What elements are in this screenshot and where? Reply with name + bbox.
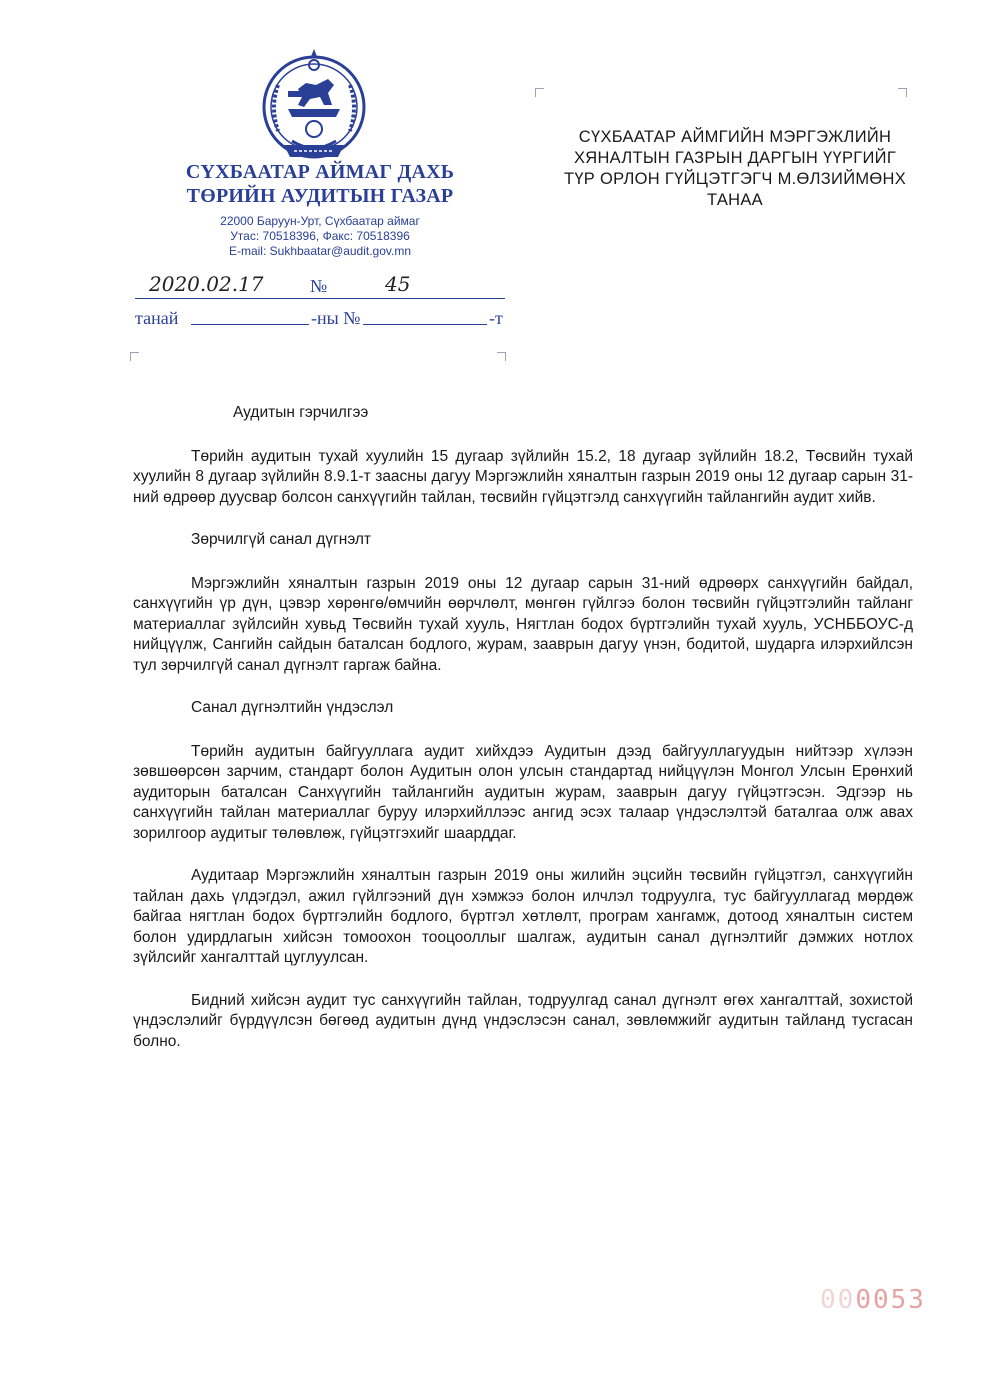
addressee-line: ХЯНАЛТЫН ГАЗРЫН ДАРГЫН ҮҮРГИЙГ [573, 149, 897, 167]
reply-number-blank [363, 306, 487, 325]
basis-paragraph-3: Бидний хийсэн аудит тус санхүүгийн тайлан, тодруулгад санал дүгнэлт өгөх хангалттай, зохистой үндэслэлийг бүрдүүлсэн бөгөөд аудитын дүнд үндэслэсэн санал, зөвлөмжийг аудитын тайланд тусгасан болно. [133, 991, 913, 1050]
state-emblem-icon [258, 45, 370, 163]
organization-name-line1: СҮХБААТАР АЙМАГ ДАХЬ [185, 161, 455, 183]
corner-mark [898, 88, 907, 97]
page-number-stamp [820, 1285, 926, 1315]
addressee-line: ТАНАА [707, 191, 763, 209]
page-number-stamp-digits: 0053 [855, 1285, 926, 1315]
organization-contact [170, 214, 470, 259]
reply-prefix: танай [135, 308, 179, 328]
organization-name-line2: ТӨРИЙН АУДИТЫН ГАЗАР [186, 185, 454, 207]
reference-number-label: № [310, 276, 328, 296]
reply-date-blank [191, 306, 309, 325]
organization-name [170, 160, 470, 208]
addressee-line: ТҮР ОРЛОН ГҮЙЦЭТГЭГЧ М.ӨЛЗИЙМӨНХ [563, 170, 907, 188]
basis-heading: Санал дүгнэлтийн үндэслэл [191, 699, 394, 716]
organization-address: 22000 Баруун-Урт, Сүхбаатар аймаг [220, 214, 420, 228]
addressee-block [540, 127, 930, 211]
basis-paragraph-2: Аудитаар Мэргэжлийн хяналтын газрын 2019 оны жилийн эцсийн төсвийн гүйцэтгэл, санхүүгийн тайлан дахь үлдэгдэл, ажил гүйлгээний дүн хэмжээ болон илчлэл тодруулга, тус байгууллагад мөрдөж байгаа нягтлан бодох бүртгэлийн бодлого, бүртгэл хөтлөлт, програм хангамж, дотоод хяналтын систем болон удирдлагын хийсэн томоохон тооцооллыг шалгаж, аудитын санал дүгнэлтийг дэмжих нотлох зүйлсийг хангалттай цуглуулсан. [133, 867, 913, 966]
reference-line [135, 272, 505, 299]
addressee-line: СҮХБААТАР АЙМГИЙН МЭРГЭЖЛИЙН [578, 128, 892, 146]
organization-email: E-mail: Sukhbaatar@audit.gov.mn [228, 244, 412, 258]
reply-reference-line [135, 306, 505, 332]
corner-mark [130, 352, 139, 361]
reply-suffix: -т [489, 308, 503, 328]
basis-paragraph-1: Төрийн аудитын байгууллага аудит хийхдээ Аудитын дээд байгууллагуудын нийтээр хүлээн зөвшөөрсөн зарчим, стандарт болон Аудитын олон улсын стандартад нийцүүлэн Монгол Улсын Ерөнхий аудиторын баталсан Санхүүгийн тайлангийн аудитын журам, зааврын дагуу гүйцэтгэсэн. Эдгээр нь санхүүгийн тайлан материаллаг буруу илэрхийллээс ангид эсэх талаар үндэслэлтэй баталгаа олж авах зорилгоор аудитыг төлөвлөж, гүйцэтгэхийг шаарддаг. [133, 742, 913, 842]
corner-mark [535, 88, 544, 97]
opinion-heading: Зөрчилгүй санал дүгнэлт [191, 531, 372, 548]
letter-body [133, 403, 913, 1074]
reply-middle: -ны № [311, 308, 361, 328]
corner-mark [497, 352, 506, 361]
intro-paragraph: Төрийн аудитын тухай хуулийн 15 дугаар зүйлийн 15.2, 18 дугаар зүйлийн 18.2, Төсвийн тухай хуулийн 8 дугаар зүйлийн 8.9.1-т заасны дагуу Мэргэжлийн хяналтын газрын 2019 оны 12 дугаар сарын 31-ний өдрөөр дуусвар болсон санхүүгийн тайлан, төсвийн гүйцэтгэлд санхүүгийн тайлангийн аудит хийв. [133, 447, 913, 506]
page-number-stamp-faint: 00 [820, 1285, 856, 1315]
reference-number: 45 [385, 272, 411, 296]
letter-date: 2020.02.17 [149, 272, 264, 296]
organization-phone-fax: Утас: 70518396, Факс: 70518396 [230, 229, 410, 243]
document-title: Аудитын гэрчилгээ [233, 404, 369, 421]
opinion-paragraph: Мэргэжлийн хяналтын газрын 2019 оны 12 дугаар сарын 31-ний өдрөөрх санхүүгийн байдал, санхүүгийн үр дүн, цэвэр хөрөнгө/өмчийн өөрчлөлт, мөнгөн гүйлгээ болон төсвийн гүйцэтгэлийн тайланг материаллаг зүйлсийн хувьд Төсвийн тухай хууль, Нягтлан бодох бүртгэлийн тухай хууль, УСНББОУС-д нийцүүлж, Сангийн сайдын баталсан бодлого, журам, зааврын дагуу үнэн, бодитой, шударга илэрхийлсэн тул зөрчилгүй санал дүгнэлт гаргаж байна. [133, 574, 913, 674]
